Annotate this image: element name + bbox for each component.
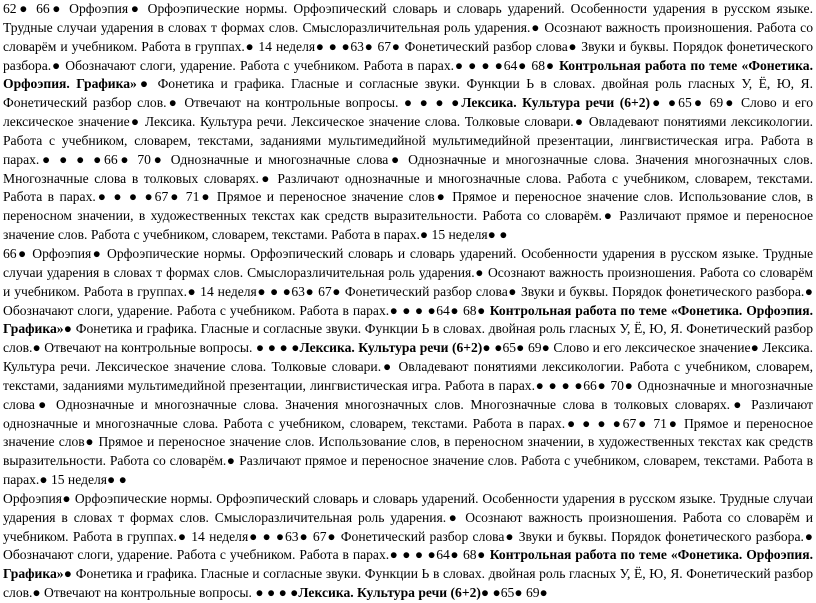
paragraph-2 xyxy=(3,245,813,490)
bold-heading-test: Контрольная работа по теме «Фонетика. Орфоэпия. Графика» xyxy=(3,302,814,337)
paragraph-3 xyxy=(3,490,813,603)
bold-heading-section: Лексика. Культура речи (6+2) xyxy=(299,340,483,356)
text-run: ● ●65● 69● Слово и его лексическое значение● Лексика. Культура речи. Лексическое значение слова. Толковые словари.● Овладевают понятиями лексикологии. Работа с учебником, словарем, текстами, заданиями мультимедийной презентации, лингвистическая игра. Работа в парах.● ● ● ●66● 70● Однозначные и многозначные слова● Однозначные и многозначные слова. Значения многозначных слов. Многозначные слова в толковых словарях.● Различают однозначные и многозначные слова. Работа с учебником, словарем, текстами. Работа в парах.● ● ● ●67● 71● Прямое и переносное значение слов● Прямое и переносное значение слов. Использование слов, в переносном значении, в художественных текстах как средств выразительности. Работа со словарём.● Различают прямое и переносное значение слов. Работа с учебником, словарем, текстами. Работа в парах.● 15 неделя● ● xyxy=(3,340,813,488)
bold-heading-test: Контрольная работа по теме «Фонетика. Орфоэпия. Графика» xyxy=(3,547,814,582)
text-run: ● Фонетика и графика. Гласные и согласные звуки. Функции Ь в словах. двойная роль гласных У, Ё, Ю, Я. Фонетический разбор слов.● Отвечают на контрольные вопросы. ● ● ● ● xyxy=(3,76,813,111)
text-run: ● ●65● 69● xyxy=(480,585,548,601)
text-run: ● Фонетика и графика. Гласные и согласные звуки. Функции Ь в словах. двойная роль гласных У, Ё, Ю, Я. Фонетический разбор слов.● Отвечают на контрольные вопросы. ● ● ● ● xyxy=(3,321,813,356)
text-run: Орфоэпия● Орфоэпические нормы. Орфоэпический словарь и словарь ударений. Особенности ударения в русском языке. Трудные случаи ударения в словах т формах слов. Смыслоразличительная роль ударения.● Осознают важность произношения. Работа со словарём и учебником. Работа в группах.● 14 неделя● ● ●63● 67● Фонетический разбор слова● Звуки и буквы. Порядок фонетического разбора.● Обозначают слоги, ударение. Работа с учебником. Работа в парах.● ● ● ●64● 68● xyxy=(3,490,813,563)
text-run: ● ●65● 69● Слово и его лексическое значение● Лексика. Культура речи. Лексическое значение слова. Толковые словари.● Овладевают понятиями лексикологии. Работа с учебником, словарем, текстами, заданиями мультимедийной мультимедийной презентации, лингвистическая игра. Работа в парах.● ● ● ●66● 70● Однозначные и многозначные слова● Однозначные и многозначные слова. Значения многозначных слов. Многозначные слова в толковых словарях.● Различают однозначные и многозначные слова. Работа с учебником, словарем, текстами. Работа в парах.● ● ● ●67● 71● Прямое и переносное значение слов● Прямое и переносное значение слов. Использование слов, в переносном значении, в художественных текстах как средств выразительности. Работа со словарём.● Различают прямое и переносное значение слов. Работа с учебником, словарем, текстами. Работа в парах.● 15 неделя● ● xyxy=(3,95,813,243)
bold-heading-section: Лексика. Культура речи (6+2) xyxy=(461,95,651,111)
bold-heading-test: Контрольная работа по теме «Фонетика. Орфоэпия. Графика» xyxy=(3,57,813,92)
text-run: 66● Орфоэпия● Орфоэпические нормы. Орфоэпический словарь и словарь ударений. Особенности ударения в русском языке. Трудные случаи ударения в словах т формах слов. Смыслоразличительная роль ударения.● Осознают важность произношения. Работа со словарём и учебником. Работа в группах.● 14 неделя● ● ●63● 67● Фонетический разбор слова● Звуки и буквы. Порядок фонетического разбора.● Обозначают слоги, ударение. Работа с учебником. Работа в парах.● ● ● ●64● 68● xyxy=(3,245,813,318)
bold-heading-section: Лексика. Культура речи (6+2) xyxy=(298,585,481,601)
paragraph-1 xyxy=(3,0,813,245)
text-run: 62● 66● Орфоэпия● Орфоэпические нормы. Орфоэпический словарь и словарь ударений. Особенности ударения в русском языке. Трудные случаи ударения в словах т формах слов. Смыслоразличительная роль ударения.● Осознают важность произношения. Работа со словарём и учебником. Работа в группах.● 14 неделя● ● ●63● 67● Фонетический разбор слова● Звуки и буквы. Порядок фонетического разбора.● Обозначают слоги, ударение. Работа с учебником. Работа в парах.● ● ● ●64● 68● xyxy=(3,1,813,73)
text-run: ● Фонетика и графика. Гласные и согласные звуки. Функции Ь в словах. двойная роль гласных У, Ё, Ю, Я. Фонетический разбор слов.● Отвечают на контрольные вопросы. ● ● ● ● xyxy=(3,566,813,601)
